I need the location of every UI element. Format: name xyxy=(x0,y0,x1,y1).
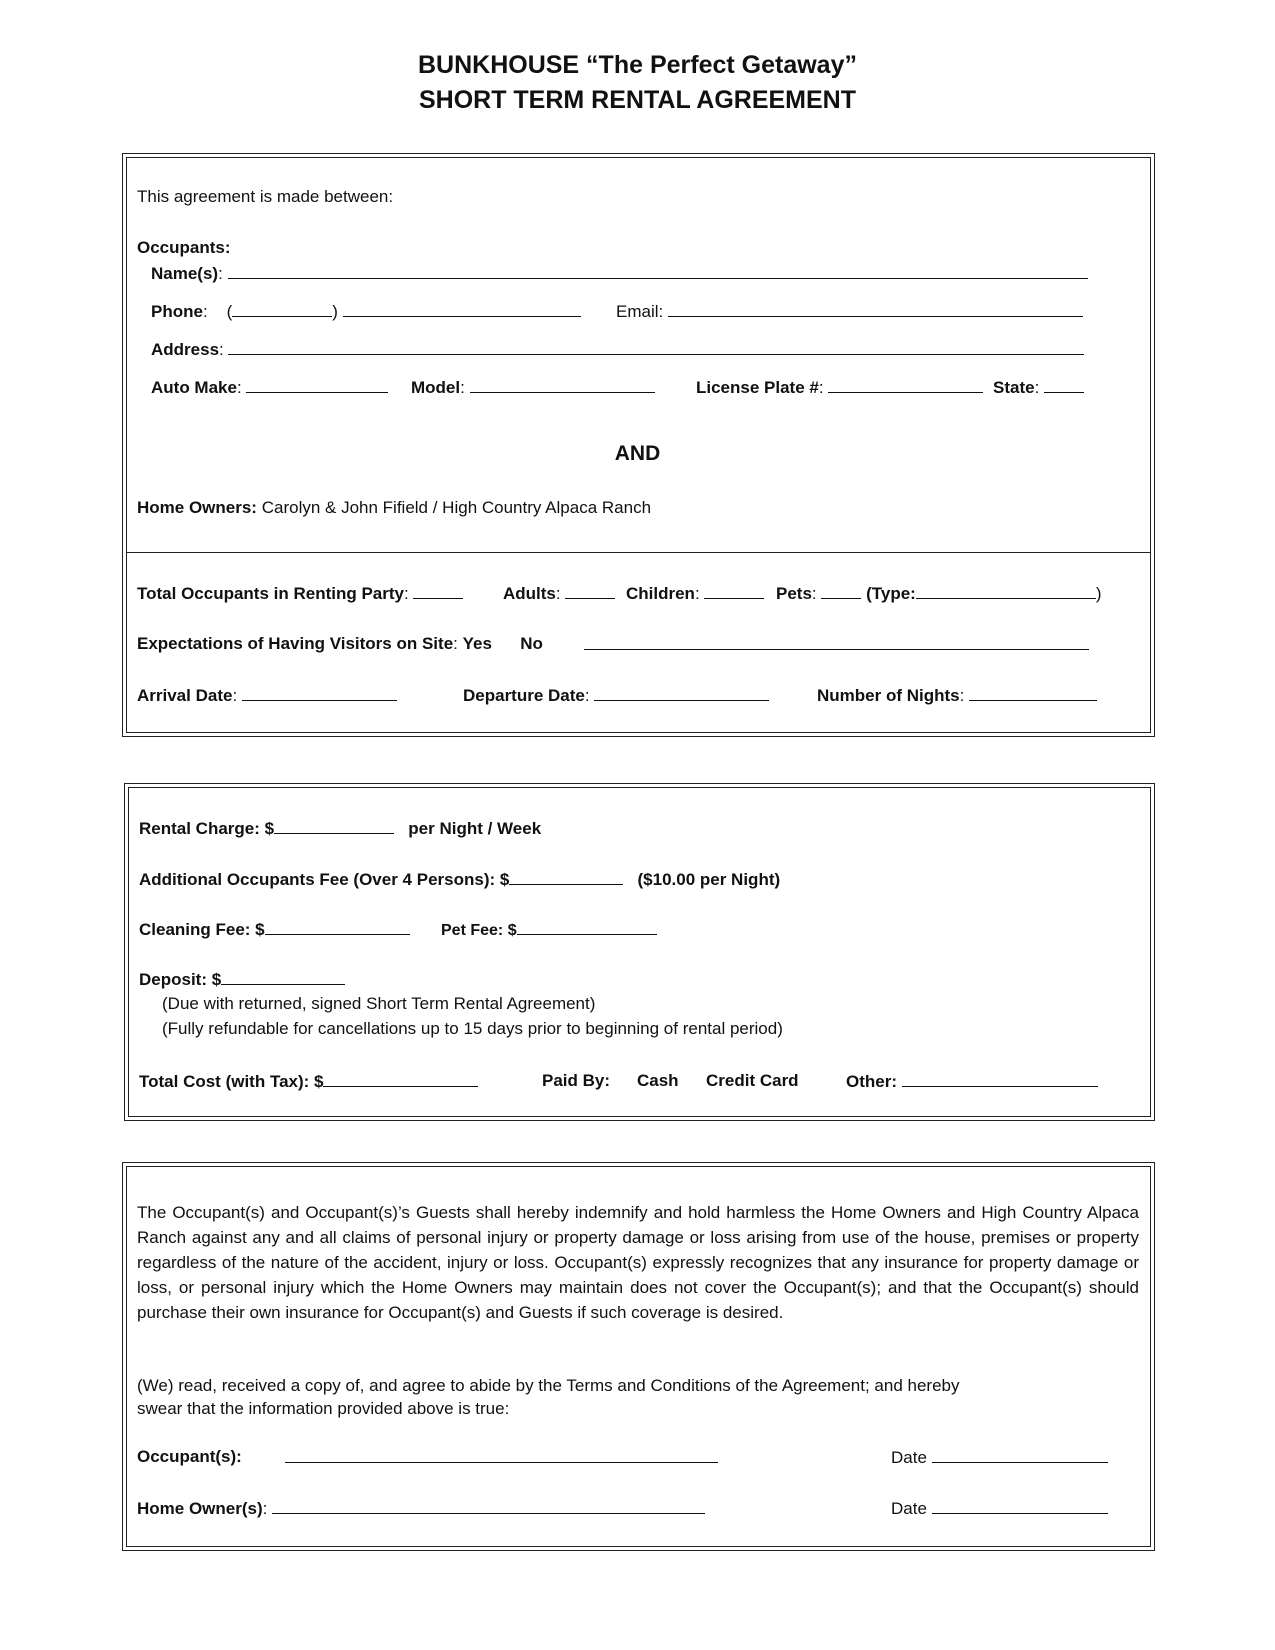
adults-field[interactable] xyxy=(565,582,615,599)
auto-make-label: Auto Make xyxy=(151,378,237,397)
state-label: State xyxy=(993,378,1035,397)
additional-fee-field[interactable] xyxy=(509,868,623,885)
additional-fee-rate: ($10.00 per Night) xyxy=(637,870,781,889)
visitors-notes-row xyxy=(584,633,1089,656)
pet-type-label: (Type: xyxy=(866,584,916,603)
owner-date-field[interactable] xyxy=(932,1497,1108,1514)
model-row: Model: xyxy=(411,376,655,399)
rental-charge-label: Rental Charge: $ xyxy=(139,819,275,838)
occupants-heading: Occupants: xyxy=(137,238,231,257)
deposit-note-1: (Due with returned, signed Short Term Rental Agreement) xyxy=(162,994,596,1013)
owner-signature-label: Home Owner(s) xyxy=(137,1499,263,1518)
pet-fee-label: Pet Fee: $ xyxy=(441,922,517,939)
email-field[interactable] xyxy=(668,300,1083,317)
and-separator: AND xyxy=(614,442,661,465)
owner-date-row xyxy=(891,1497,1108,1520)
model-field[interactable] xyxy=(470,376,655,393)
occupant-date-label: Date xyxy=(891,1448,927,1467)
children-field[interactable] xyxy=(704,582,764,599)
pet-fee-row xyxy=(441,918,657,942)
nights-row: Number of Nights: xyxy=(817,684,1097,707)
owner-signature-field[interactable] xyxy=(272,1497,705,1514)
pets-field[interactable] xyxy=(821,582,861,599)
phone-label: Phone xyxy=(151,302,203,321)
state-field[interactable] xyxy=(1044,376,1084,393)
owner-date-label: Date xyxy=(891,1499,927,1518)
children-row: Children: xyxy=(626,582,764,605)
pet-fee-field[interactable] xyxy=(517,918,657,935)
phone-number-field[interactable] xyxy=(343,300,581,317)
visitors-notes-field[interactable] xyxy=(584,633,1089,650)
total-cost-row xyxy=(139,1070,478,1093)
arrival-row: Arrival Date: xyxy=(137,684,397,707)
model-label: Model xyxy=(411,378,461,397)
address-row: Address: xyxy=(151,338,1084,361)
phone-row: Phone: ( ) xyxy=(151,300,581,323)
names-label: Name(s) xyxy=(151,264,219,283)
arrival-date-field[interactable] xyxy=(242,684,397,701)
visitors-no-option[interactable]: No xyxy=(520,634,543,653)
adults-label: Adults xyxy=(503,584,556,603)
names-field[interactable] xyxy=(228,262,1088,279)
pet-type-field[interactable] xyxy=(916,582,1096,599)
address-label: Address xyxy=(151,340,220,359)
home-owners-row xyxy=(137,497,651,519)
deposit-field[interactable] xyxy=(221,968,345,985)
address-field[interactable] xyxy=(228,338,1084,355)
rental-charge-field[interactable] xyxy=(274,817,394,834)
visitors-label: Expectations of Having Visitors on Site xyxy=(137,634,454,653)
names-row: Name(s): xyxy=(151,262,1088,285)
departure-row: Departure Date: xyxy=(463,684,769,707)
document-title-line1: BUNKHOUSE “The Perfect Getaway” xyxy=(417,51,857,79)
home-owners-value: Carolyn & John Fifield / High Country Alpaca Ranch xyxy=(261,498,652,517)
total-cost-field[interactable] xyxy=(323,1070,478,1087)
agreement-line-2: swear that the information provided above is true: xyxy=(137,1399,510,1418)
additional-fee-row xyxy=(139,868,780,891)
per-night-week-text: per Night / Week xyxy=(408,819,542,838)
adults-row: Adults: xyxy=(503,582,615,605)
occupant-date-field[interactable] xyxy=(932,1446,1108,1463)
cleaning-fee-row xyxy=(139,918,410,941)
paid-by-label: Paid By: xyxy=(542,1071,611,1090)
occupant-signature-field[interactable] xyxy=(285,1446,718,1463)
license-row: License Plate #: xyxy=(696,376,983,399)
document-title-line2: SHORT TERM RENTAL AGREEMENT xyxy=(418,86,857,114)
deposit-row xyxy=(139,968,345,991)
cleaning-fee-label: Cleaning Fee: $ xyxy=(139,920,265,939)
arrival-label: Arrival Date xyxy=(137,686,233,705)
phone-area-code-field[interactable] xyxy=(232,300,332,317)
email-row xyxy=(616,300,1083,323)
credit-card-option[interactable]: Credit Card xyxy=(706,1071,799,1090)
pets-label: Pets xyxy=(776,584,812,603)
license-field[interactable] xyxy=(828,376,983,393)
owner-signature-row: Home Owner(s): xyxy=(137,1497,705,1520)
license-label: License Plate # xyxy=(696,378,819,397)
other-row xyxy=(846,1070,1098,1093)
auto-make-field[interactable] xyxy=(246,376,388,393)
indemnity-paragraph: The Occupant(s) and Occupant(s)’s Guests shall hereby indemnify and hold harmless the Home Owners and High Country Alpaca Ranch against any and all claims of personal injury or property damage or loss arising from use of the house, premises or property regardless of the nature of the accident, injury or loss. Occupant(s) expressly recognizes that any insurance for property damage or loss, or personal injury which the Home Owners may maintain does not cover the Occupant(s); and that the Occupant(s) should purchase their own insurance for Occupant(s) and Guests if such coverage is desired. xyxy=(137,1203,1139,1322)
home-owners-label: Home Owners: xyxy=(137,498,257,517)
nights-field[interactable] xyxy=(969,684,1097,701)
occupant-signature-row xyxy=(285,1446,718,1469)
intro-text: This agreement is made between: xyxy=(137,187,394,206)
cash-option[interactable]: Cash xyxy=(637,1071,679,1090)
children-label: Children xyxy=(626,584,695,603)
agreement-line-1: (We) read, received a copy of, and agree to abide by the Terms and Conditions of the Agreement; and hereby xyxy=(137,1376,960,1395)
total-occupants-row: Total Occupants in Renting Party: xyxy=(137,582,463,605)
deposit-note-2: (Fully refundable for cancellations up to 15 days prior to beginning of rental period) xyxy=(162,1019,783,1038)
state-row: State: xyxy=(993,376,1084,399)
cleaning-fee-field[interactable] xyxy=(265,918,410,935)
email-label: Email: xyxy=(616,302,664,321)
section-divider xyxy=(126,552,1151,553)
visitors-row: Expectations of Having Visitors on Site: Yes No xyxy=(137,634,543,653)
occupant-date-row xyxy=(891,1446,1108,1469)
departure-label: Departure Date xyxy=(463,686,585,705)
total-occupants-label: Total Occupants in Renting Party xyxy=(137,584,404,603)
other-payment-field[interactable] xyxy=(902,1070,1098,1087)
other-label[interactable]: Other: xyxy=(846,1072,897,1091)
total-occupants-field[interactable] xyxy=(413,582,463,599)
rental-charge-row xyxy=(139,817,541,840)
total-cost-label: Total Cost (with Tax): $ xyxy=(139,1072,324,1091)
additional-fee-label: Additional Occupants Fee (Over 4 Persons): $ xyxy=(139,870,510,889)
auto-make-row: Auto Make: xyxy=(151,376,388,399)
pets-row: Pets: (Type: ) xyxy=(776,584,1102,603)
occupant-signature-label: Occupant(s): xyxy=(137,1447,242,1466)
deposit-label: Deposit: $ xyxy=(139,970,222,989)
visitors-yes-option[interactable]: Yes xyxy=(462,634,492,653)
departure-date-field[interactable] xyxy=(594,684,769,701)
nights-label: Number of Nights xyxy=(817,686,960,705)
